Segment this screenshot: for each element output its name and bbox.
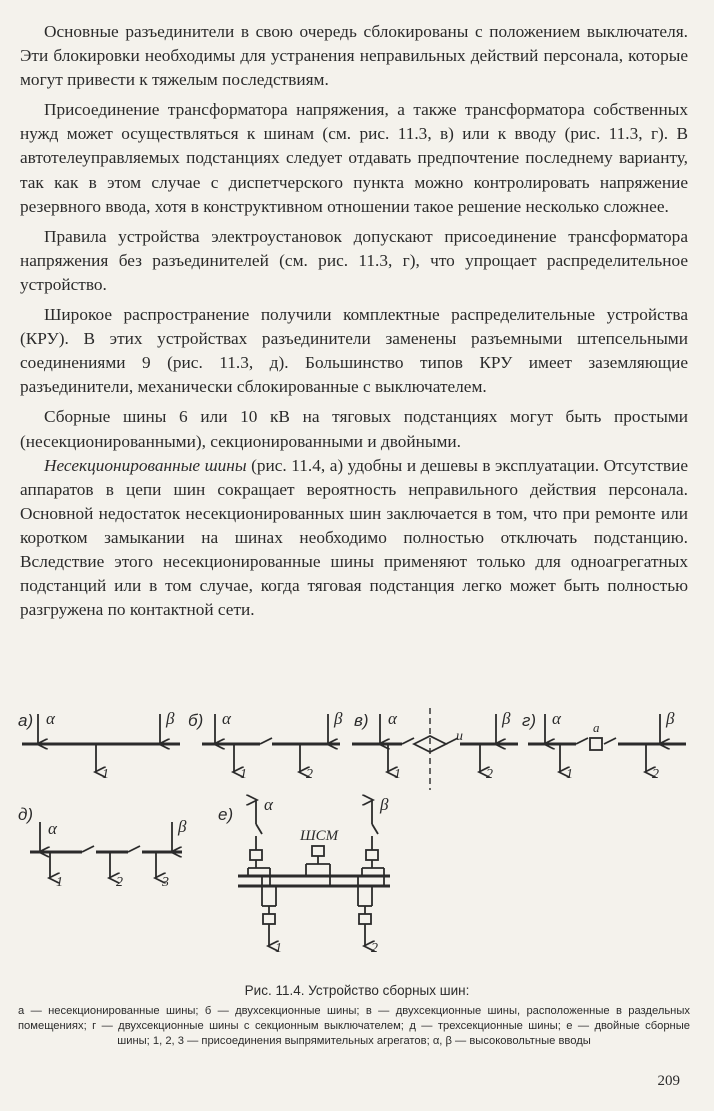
- label-2: 2: [486, 767, 493, 782]
- panel-label-d: д): [18, 805, 34, 824]
- body-text: [20, 20, 688, 628]
- paragraph-5: Сборные шины 6 или 10 кВ на тяговых подстанциях могут быть простыми (несекционированными), секционированными и двойными.: [20, 407, 688, 451]
- panel-v-diagram: [352, 708, 518, 790]
- label-alpha: α: [48, 819, 57, 838]
- figure-11-4: [10, 700, 704, 975]
- figure-caption-title: Рис. 11.4. Устройство сборных шин:: [244, 983, 470, 998]
- figure-caption-body: а — несекционированные шины; б — двухсекционные шины; в — двухсекционные шины, расположенные в раздельных помещениях; г — двухсекционные шины с секционным выключателем; д — трехсекционные шины; е — двойные сборные шины; 1, 2, 3 — присоединения выпрямительных агрегатов; α, β — высоковольтные вводы: [18, 1005, 690, 1047]
- label-1: 1: [102, 767, 109, 782]
- page-number: 209: [657, 1073, 680, 1089]
- label-beta: β: [666, 709, 675, 728]
- label-a: а: [593, 720, 600, 735]
- paragraph-4: Широкое распространение получили комплектные распределительные устройства (КРУ). В этих устройствах разъединители заменены разъемными штепсельными соединениями 9 (рис. 11.3, д). Большинство типов КРУ имеет заземляющие разъединители, механически сблокированные с выключателем.: [20, 305, 688, 397]
- panel-label-e: е): [218, 805, 234, 824]
- label-beta: β: [178, 817, 187, 836]
- label-alpha: α: [222, 709, 231, 728]
- label-beta: β: [380, 795, 389, 814]
- label-beta: β: [334, 709, 343, 728]
- label-beta: β: [166, 709, 175, 728]
- label-2: 2: [116, 875, 123, 890]
- label-1: 1: [566, 767, 573, 782]
- label-1: 1: [275, 941, 282, 956]
- label-alpha: α: [552, 709, 561, 728]
- paragraph-2: Присоединение трансформатора напряжения, а также трансформатора собственных нужд может осуществляться к шинам (см. рис. 11.3, в) или к вводу (рис. 11.3, г). В автотелеуправляемых подстанциях следует отдавать предпочтение последнему варианту, так как в этом случае с диспетчерского пункта можно контролировать напряжение резервного ввода, хотя в конструктивном отношении такое решение несколько сложнее.: [20, 100, 688, 216]
- label-1: 1: [394, 767, 401, 782]
- panel-label-v: в): [354, 711, 369, 730]
- label-beta: β: [502, 709, 511, 728]
- italic-term: Несекционированные шины: [44, 455, 247, 475]
- label-alpha: α: [264, 795, 273, 814]
- label-2: 2: [306, 767, 313, 782]
- paragraph-6-text: (рис. 11.4, а) удобны и дешевы в эксплуатации. Отсутствие аппаратов в цепи шин сокращает вероятность неправильного действия персонала. Основной недостаток несекционированных шин заключается в том, что при ремонте или коротком замыкании на шинах необходимо полностью отключать подстанцию. Вследствие этого несекционированные шины применяют только для одноагрегатных подстанций или в том случае, когда тяговая подстанция легко может быть полностью разгружена по контактной сети.: [20, 455, 688, 620]
- panel-e-diagram: [238, 800, 390, 946]
- label-1: 1: [240, 767, 247, 782]
- label-2: 2: [652, 767, 659, 782]
- panel-label-b: б): [188, 711, 204, 730]
- label-3: 3: [162, 875, 169, 890]
- paragraph-6: [20, 454, 688, 623]
- busbar-schematics: [10, 700, 704, 975]
- label-1: 1: [56, 875, 63, 890]
- label-alpha: α: [46, 709, 55, 728]
- panel-label-a: а): [18, 711, 34, 730]
- label-shsm: ШСМ: [300, 828, 339, 844]
- paragraph-1: Основные разъединители в свою очередь сблокированы с положением выключателя. Эти блокировки необходимы для устранения неправильных действий персонала, которые могут привести к тяжелым последствиям.: [20, 22, 688, 90]
- panel-label-g: г): [522, 711, 537, 730]
- paragraph-3: Правила устройства электроустановок допускают присоединение трансформатора напряжения без разъединителей (см. рис. 11.3, г), что упрощает распределительное устройство.: [20, 226, 688, 294]
- label-alpha: α: [388, 709, 397, 728]
- label-2: 2: [371, 941, 378, 956]
- label-i: и: [456, 729, 463, 744]
